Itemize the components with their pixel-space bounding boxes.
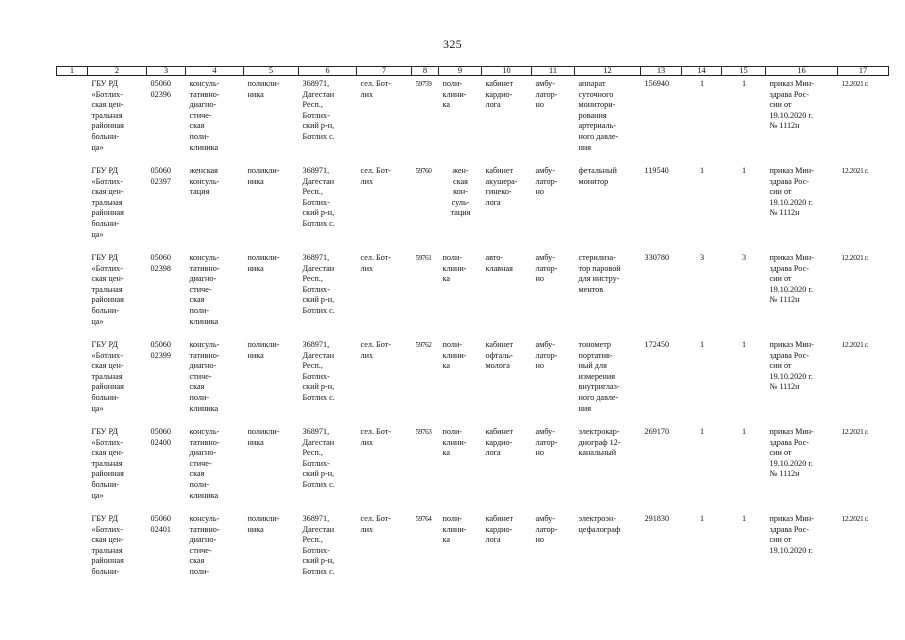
cell-address: 368971, Дагестан Респ., Ботлих- ский р-н, Ботлих с. <box>302 253 335 315</box>
cell-organization: ГБУ РД «Ботлих- ская цен- тральная районная больни- ца» <box>91 79 124 152</box>
cell-equipment: тонометр портатив- ный для измерения внутриглаз- ного давле- ния <box>578 340 620 413</box>
cell-organization: ГБУ РД «Ботлих- ская цен- тральная районная больни- <box>91 514 124 576</box>
cell-row-number <box>57 76 88 164</box>
cell-id: 59759 <box>415 80 432 88</box>
cell-row-number <box>57 511 88 590</box>
cell-locality: сел. Бот- лих <box>360 253 392 273</box>
cell-code: 05060 02399 <box>150 340 171 360</box>
header-col-16: 16 <box>766 67 838 76</box>
cell-id: 59764 <box>415 515 432 523</box>
header-col-12: 12 <box>575 67 641 76</box>
cell-price: 291830 <box>644 514 670 523</box>
cell-organization: ГБУ РД «Ботлих- ская цен- тральная районная больни- ца» <box>91 427 124 500</box>
cell-qty-planned: 1 <box>741 79 747 88</box>
cell-facility-type: поликли- ника <box>247 253 280 273</box>
header-col-15: 15 <box>722 67 766 76</box>
cell-deadline: 12.2021 г. <box>841 166 869 175</box>
cell-deadline: 12.2021 г. <box>841 253 869 262</box>
cell-row-number <box>57 337 88 424</box>
table-row <box>57 163 889 250</box>
cell-id: 59762 <box>415 341 432 349</box>
cell-address: 368971, Дагестан Респ., Ботлих- ский р-н, Ботлих с. <box>302 340 335 402</box>
header-col-9: 9 <box>439 67 482 76</box>
cell-address: 368971, Дагестан Респ., Ботлих- ский р-н, Ботлих с. <box>302 514 335 576</box>
cell-facility-type: поликли- ника <box>247 79 280 99</box>
cell-row-number <box>57 424 88 511</box>
cell-room: кабинет офталь- молога <box>485 340 514 371</box>
header-col-13: 13 <box>641 67 682 76</box>
cell-care-mode: амбу- латор- но <box>535 79 558 110</box>
cell-department: поли- клини- ка <box>442 514 467 545</box>
cell-qty-required: 1 <box>699 166 705 175</box>
cell-price: 156940 <box>644 79 670 88</box>
header-col-14: 14 <box>682 67 722 76</box>
cell-qty-planned: 1 <box>741 340 747 349</box>
cell-department: жен- ская кон- суль- тация <box>450 166 471 218</box>
cell-regulation: приказ Мин- здрава Рос- сии от 19.10.2020 г. <box>769 514 814 555</box>
cell-facility-type: поликли- ника <box>247 340 280 360</box>
cell-care-mode: амбу- латор- но <box>535 340 558 371</box>
cell-regulation: приказ Мин- здрава Рос- сии от 19.10.2020 г. № 1112н <box>769 340 814 392</box>
cell-regulation: приказ Мин- здрава Рос- сии от 19.10.2020 г. № 1112н <box>769 166 814 218</box>
cell-qty-planned: 1 <box>741 166 747 175</box>
cell-department: поли- клини- ка <box>442 427 467 458</box>
cell-qty-required: 3 <box>699 253 705 262</box>
cell-row-number <box>57 250 88 337</box>
cell-unit: консуль- тативно- диагно- стиче- ская поли- клиника <box>189 253 220 326</box>
cell-deadline: 12.2021 г. <box>841 340 869 349</box>
cell-code: 05060 02396 <box>150 79 171 99</box>
cell-equipment: стерилиза- тор паровой для инстру- ментов <box>578 253 621 294</box>
cell-id: 59760 <box>415 167 432 175</box>
table-row <box>57 511 889 590</box>
cell-department: поли- клини- ка <box>442 253 467 284</box>
cell-equipment: фетальный монитор <box>578 166 617 186</box>
cell-code: 05060 02400 <box>150 427 171 447</box>
table-row <box>57 424 889 511</box>
cell-room: кабинет кардио- лога <box>485 79 514 110</box>
cell-code: 05060 02401 <box>150 514 171 534</box>
cell-locality: сел. Бот- лих <box>360 427 392 447</box>
cell-locality: сел. Бот- лих <box>360 514 392 534</box>
cell-address: 368971, Дагестан Респ., Ботлих- ский р-н, Ботлих с. <box>302 79 335 141</box>
cell-facility-type: поликли- ника <box>247 514 280 534</box>
cell-address: 368971, Дагестан Респ., Ботлих- ский р-н, Ботлих с. <box>302 427 335 489</box>
cell-regulation: приказ Мин- здрава Рос- сии от 19.10.2020 г. № 1112н <box>769 427 814 479</box>
cell-row-number <box>57 163 88 250</box>
cell-price: 330780 <box>644 253 670 262</box>
cell-unit: консуль- тативно- диагно- стиче- ская поли- клиника <box>189 79 220 152</box>
table-row <box>57 76 889 164</box>
cell-price: 119540 <box>644 166 669 175</box>
header-col-6: 6 <box>299 67 357 76</box>
cell-locality: сел. Бот- лих <box>360 340 392 360</box>
cell-qty-planned: 1 <box>741 514 747 523</box>
cell-id: 59761 <box>415 254 432 262</box>
cell-organization: ГБУ РД «Ботлих- ская цен- тральная районная больни- ца» <box>91 166 124 239</box>
cell-unit: консуль- тативно- диагно- стиче- ская поли- <box>189 514 220 576</box>
cell-care-mode: амбу- латор- но <box>535 427 558 458</box>
cell-regulation: приказ Мин- здрава Рос- сии от 19.10.2020 г. № 1112н <box>769 79 814 131</box>
page-number: 325 <box>443 37 462 51</box>
cell-room: кабинет акушера- гинеко- лога <box>485 166 518 207</box>
header-col-3: 3 <box>147 67 186 76</box>
cell-department: поли- клини- ка <box>442 340 467 371</box>
cell-qty-required: 1 <box>699 514 705 523</box>
header-col-8: 8 <box>412 67 439 76</box>
header-row <box>57 67 889 76</box>
cell-care-mode: амбу- латор- но <box>535 253 558 284</box>
cell-price: 172450 <box>644 340 670 349</box>
cell-code: 05060 02398 <box>150 253 171 273</box>
cell-qty-planned: 3 <box>741 253 747 262</box>
header-col-17: 17 <box>838 67 889 76</box>
cell-deadline: 12.2021 г. <box>841 79 869 88</box>
header-col-1: 1 <box>57 67 88 76</box>
table-row <box>57 250 889 337</box>
cell-organization: ГБУ РД «Ботлих- ская цен- тральная районная больни- ца» <box>91 253 124 326</box>
table-row <box>57 337 889 424</box>
cell-qty-required: 1 <box>699 79 705 88</box>
cell-unit: женская консуль- тация <box>189 166 220 197</box>
cell-organization: ГБУ РД «Ботлих- ская цен- тральная районная больни- ца» <box>91 340 124 413</box>
cell-locality: сел. Бот- лих <box>360 166 392 186</box>
cell-facility-type: поликли- ника <box>247 166 280 186</box>
header-col-2: 2 <box>88 67 147 76</box>
cell-deadline: 12.2021 г. <box>841 514 869 523</box>
cell-room: кабинет кардио- лога <box>485 427 514 458</box>
header-col-11: 11 <box>532 67 575 76</box>
cell-locality: сел. Бот- лих <box>360 79 392 99</box>
equipment-table <box>56 66 889 590</box>
cell-care-mode: амбу- латор- но <box>535 166 558 197</box>
cell-regulation: приказ Мин- здрава Рос- сии от 19.10.2020 г. № 1112н <box>769 253 814 305</box>
cell-address: 368971, Дагестан Респ., Ботлих- ский р-н, Ботлих с. <box>302 166 335 228</box>
cell-department: поли- клини- ка <box>442 79 467 110</box>
cell-code: 05060 02397 <box>150 166 171 186</box>
cell-room: авто- клавная <box>485 253 513 273</box>
header-col-5: 5 <box>244 67 299 76</box>
cell-room: кабинет кардио- лога <box>485 514 514 545</box>
header-col-10: 10 <box>482 67 532 76</box>
cell-qty-required: 1 <box>699 427 705 436</box>
cell-qty-planned: 1 <box>741 427 747 436</box>
cell-unit: консуль- тативно- диагно- стиче- ская поли- клиника <box>189 427 220 500</box>
cell-qty-required: 1 <box>699 340 705 349</box>
header-col-7: 7 <box>357 67 412 76</box>
cell-id: 59763 <box>415 428 432 436</box>
cell-unit: консуль- тативно- диагно- стиче- ская поли- клиника <box>189 340 220 413</box>
cell-price: 269170 <box>644 427 670 436</box>
cell-equipment: аппарат суточного монитори- рования артериаль- ного давле- ния <box>578 79 619 152</box>
cell-equipment: электроэн- цефалограф <box>578 514 621 534</box>
header-col-4: 4 <box>186 67 244 76</box>
cell-deadline: 12.2021 г. <box>841 427 869 436</box>
cell-facility-type: поликли- ника <box>247 427 280 447</box>
cell-care-mode: амбу- латор- но <box>535 514 558 545</box>
cell-equipment: электрокар- диограф 12- канальный <box>578 427 621 458</box>
